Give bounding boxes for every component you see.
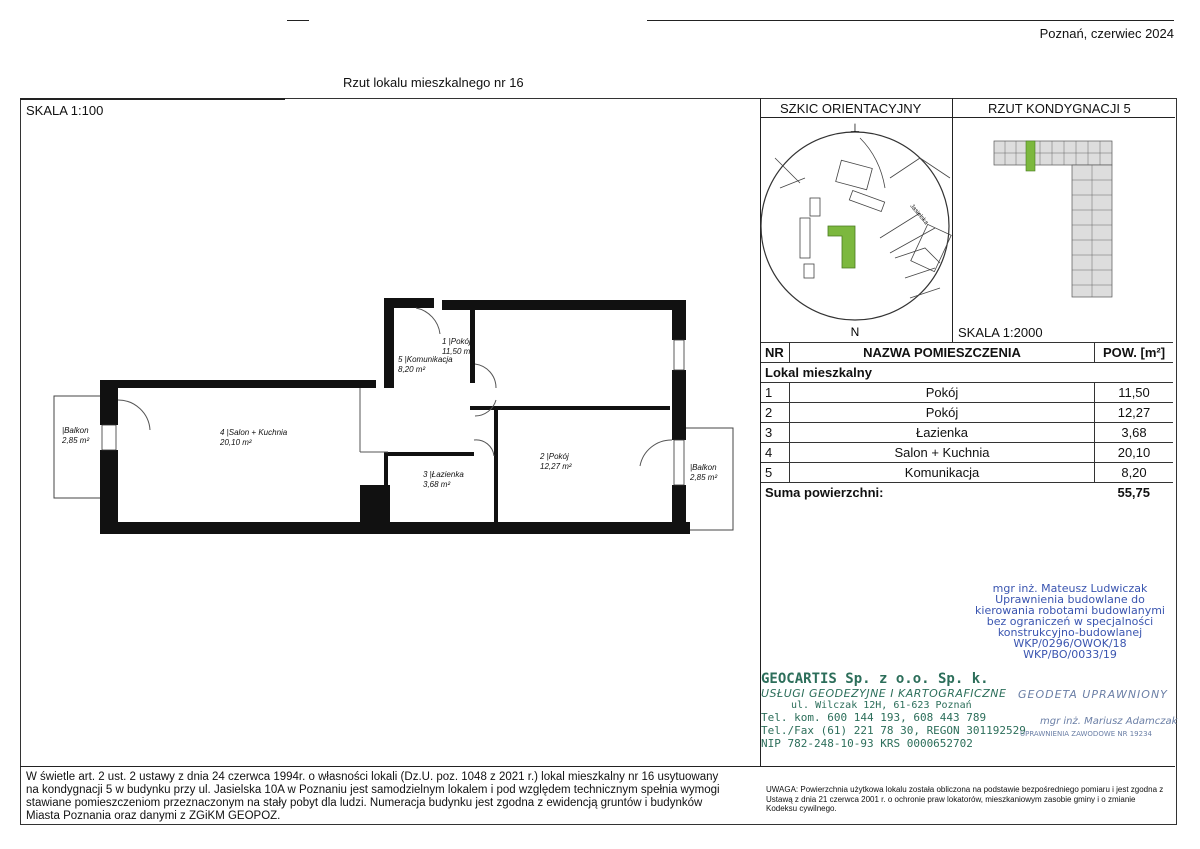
page-title: Rzut lokalu mieszkalnego nr 16 [343,75,524,90]
surveyor-name: mgr inż. Mariusz Adamczak [1040,716,1178,727]
floor-title: RZUT KONDYGNACJI 5 [988,101,1131,116]
room-table [761,342,1173,502]
company-nip: NIP 782-248-10-93 KRS 0000652702 [761,737,973,750]
room1-label: 1 |Pokój 11,50 m² [442,337,473,356]
date-label: Poznań, czerwiec 2024 [1039,26,1174,41]
company-address: ul. Wilczak 12H, 61-623 Poznań [791,700,972,711]
room3-label: 3 |Łazienka 3,68 m² [423,470,464,489]
table-row: 2 Pokój 12,27 [761,403,1173,423]
orientation-title: SZKIC ORIENTACYJNY [780,101,922,116]
sum-label: Suma powierzchni: [765,485,884,500]
balcony-left-label: |Balkon 2,85 m² [62,426,90,445]
col-area: POW. [m²] [1095,343,1174,363]
floor-plan [50,290,740,540]
table-row: 1 Pokój 11,50 [761,383,1173,403]
floor-scale: SKALA 1:2000 [958,325,1043,340]
balcony-right-label: |Balkon 2,85 m² [690,463,718,482]
north-top-label: ⊥ [849,121,861,135]
company-services: USŁUGI GEODEZYJNE I KARTOGRAFICZNE [761,687,1007,700]
surveyor-title: GEODETA UPRAWNIONY [1018,688,1168,701]
table-row: 3 Łazienka 3,68 [761,423,1173,443]
top-rule [647,20,1174,21]
top-rule-short [287,20,309,21]
table-row: 5 Komunikacja 8,20 [761,463,1173,483]
room5-label: 5 |Komunikacja 8,20 m² [398,355,453,374]
frame-top-left-thick [20,98,285,100]
floor-sketch [990,135,1120,300]
company-name: GEOCARTIS Sp. z o.o. Sp. k. [761,671,989,687]
footer-rule [20,766,1175,767]
street-label: Jasielska [908,203,929,227]
company-phone: Tel. kom. 600 144 193, 608 443 789 [761,711,987,724]
sum-value: 55,75 [1117,485,1151,500]
table-row: 4 Salon + Kuchnia 20,10 [761,443,1173,463]
engineer-stamp: mgr inż. Mateusz Ludwiczak Uprawnienia budowlane do kierowania robotami budowlanymi bez ograniczeń w specjalności konstrukcyjno-budowlanej WKP/0296/OWOK/18 WKP/BO/0033/19 [975,582,1165,661]
area-note: UWAGA: Powierzchnia użytkowa lokalu została obliczona na podstawie bezpośredniego pomiaru i jest zgodna z Ustawą z dnia 21 czerwca 2001 r. o ochronie praw lokatorów, mieszkaniowym zasobie gminy i o zmianie Kodeksu cywilnego. [766,785,1164,813]
company-fax: Tel./Fax (61) 221 78 30, REGON 301192529 [761,724,1026,737]
surveyor-license: UPRAWNIENIA ZAWODOWE NR 19234 [1020,730,1152,738]
room2-label: 2 |Pokój 12,27 m² [540,452,572,471]
panel-mid-divider [952,98,953,342]
col-name: NAZWA POMIESZCZENIA [790,343,1095,363]
north-label: N [850,325,860,339]
col-nr: NR [761,343,790,363]
orientation-sketch [760,118,952,342]
plan-scale: SKALA 1:100 [26,103,104,118]
table-group: Lokal mieszkalny [761,363,1173,383]
legal-note: W świetle art. 2 ust. 2 ustawy z dnia 24 czerwca 1994r. o własności lokali (Dz.U. poz. 1048 z 2021 r.) lokal mieszkalny nr 16 usytuowany na kondygnacji 5 w budynku przy ul. Jasielska 10A w Poznaniu jest samodzielnym lokalem i pod względem technicznym spełnia wymogi stawiane pomieszczeniom przeznaczonym na stały pobyt dla ludzi. Numeracja budynku jest zgodna z ewidencją gruntów i budynków Miasta Poznania oraz danymi z ZGiKM GEOPOZ. [26,771,720,822]
company-stamp [761,671,1171,750]
room4-label: 4 |Salon + Kuchnia 20,10 m² [220,428,288,447]
